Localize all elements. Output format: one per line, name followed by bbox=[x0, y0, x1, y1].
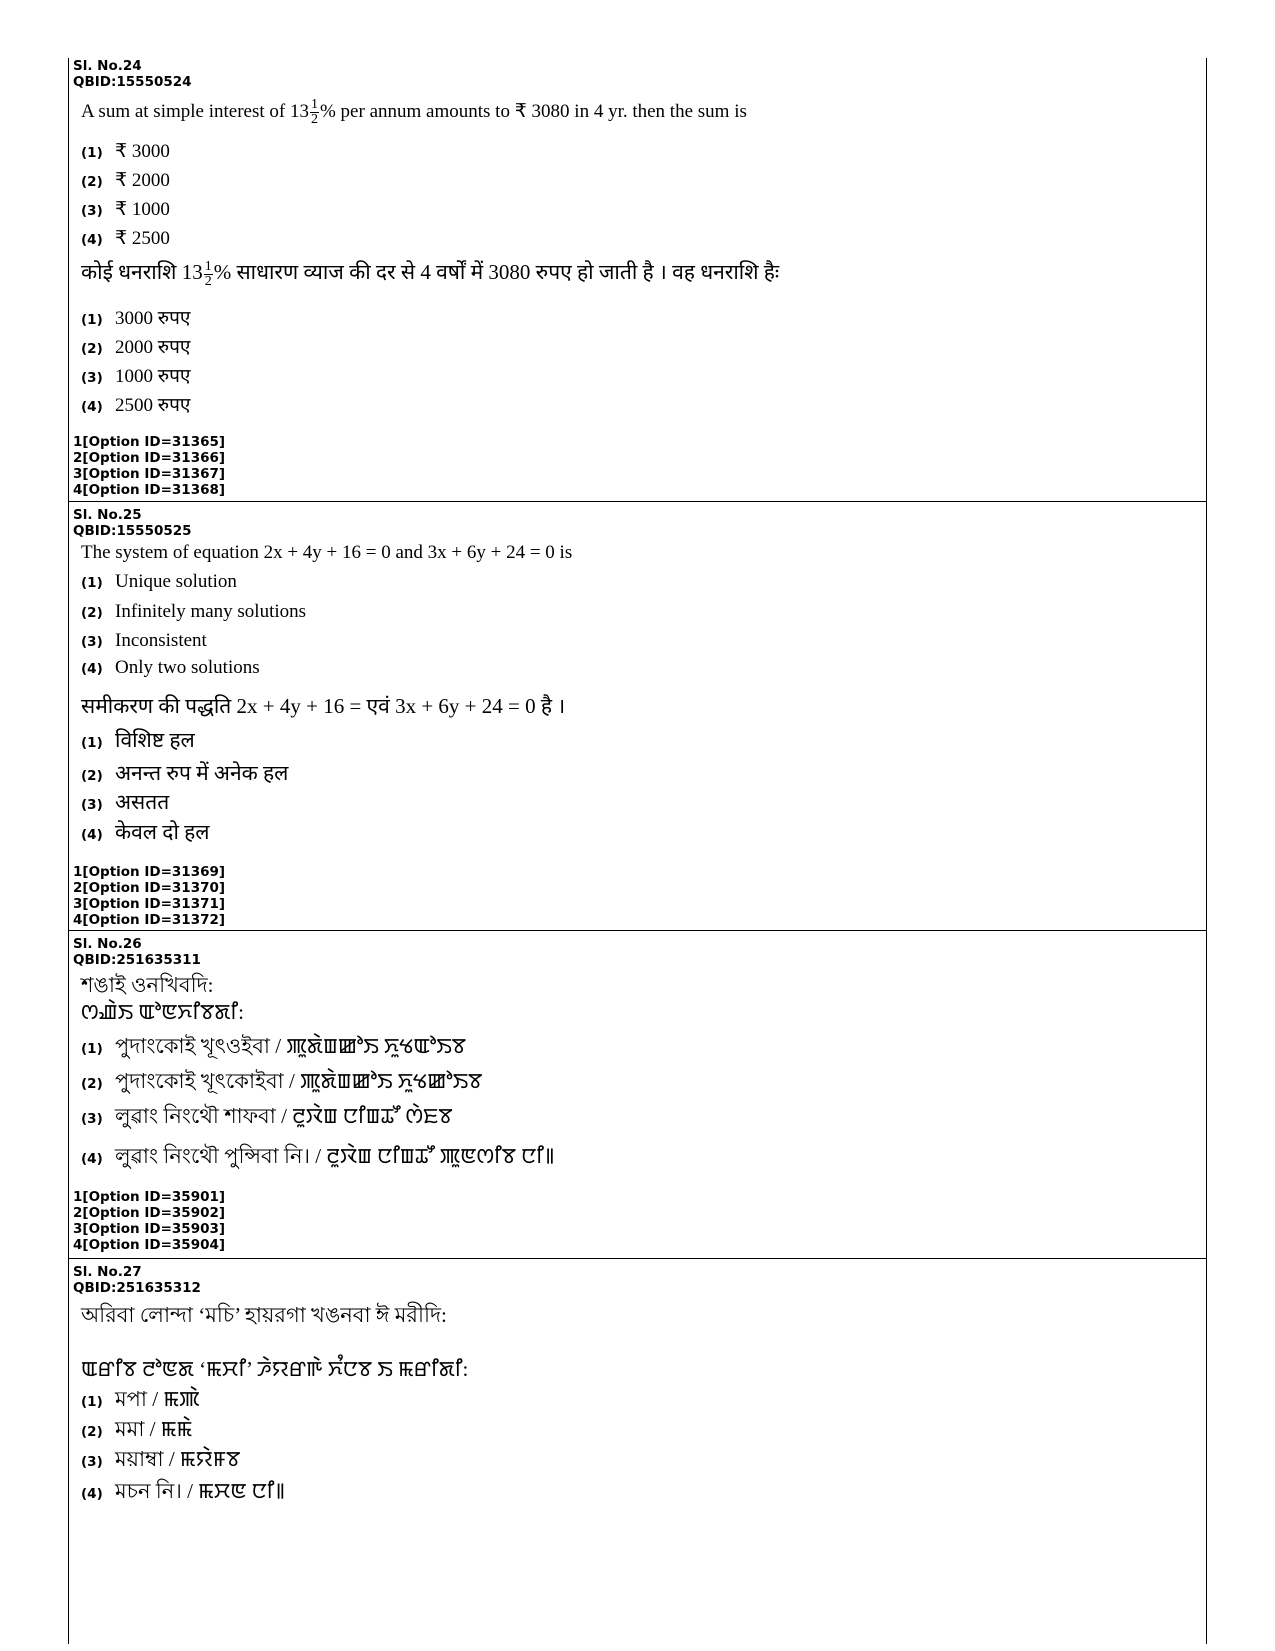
option-text: মচন নি। / ꯃꯆꯟ ꯅꯤ꯫ bbox=[115, 1479, 285, 1503]
option-number: (4) bbox=[81, 1151, 103, 1167]
option-text: 3000 रुपए bbox=[115, 308, 191, 329]
option-text: Inconsistent bbox=[115, 630, 207, 651]
option-2-english bbox=[81, 601, 306, 623]
stem-text-pre: कोई धनराशि 13 bbox=[81, 260, 203, 284]
option-number: (2) bbox=[81, 768, 103, 784]
option-4-hindi bbox=[81, 391, 190, 417]
option-number: (3) bbox=[81, 634, 103, 650]
option-number: (2) bbox=[81, 605, 103, 621]
question-stem-hindi bbox=[81, 258, 779, 289]
fraction-denominator: 2 bbox=[204, 273, 212, 289]
question-stem-meetei-mayek: ꯁꯉꯥꯏ ꯑꯣꯟꯈꯤꯕꯗꯤ: bbox=[81, 1000, 244, 1024]
option-text: असतत bbox=[115, 790, 170, 814]
option-number: (3) bbox=[81, 797, 103, 813]
option-2-hindi bbox=[81, 333, 190, 359]
option-1-english bbox=[81, 571, 237, 593]
option-4-english bbox=[81, 657, 260, 679]
option-number: (1) bbox=[81, 735, 103, 751]
option-3-hindi bbox=[81, 788, 169, 816]
option-id: 3[Option ID=31371] bbox=[73, 896, 226, 912]
option-ids bbox=[73, 864, 225, 928]
option-number: (2) bbox=[81, 174, 103, 190]
option-number: (1) bbox=[81, 145, 103, 161]
serial-number: Sl. No.27 bbox=[73, 1264, 142, 1280]
serial-number: Sl. No.24 bbox=[73, 58, 142, 74]
option-text: 2500 रुपए bbox=[115, 395, 191, 416]
option-1-english bbox=[81, 140, 170, 163]
option-3-english bbox=[81, 630, 207, 652]
option-text: Only two solutions bbox=[115, 657, 260, 678]
option-text: केवल दो हल bbox=[115, 820, 210, 844]
option-number: (3) bbox=[81, 370, 103, 386]
stem-text-pre: A sum at simple interest of 13 bbox=[81, 100, 309, 122]
option-number: (1) bbox=[81, 575, 103, 591]
option-id: 2[Option ID=31366] bbox=[73, 450, 226, 466]
option-id: 3[Option ID=35903] bbox=[73, 1221, 226, 1237]
option-number: (4) bbox=[81, 1486, 103, 1502]
fraction bbox=[310, 98, 319, 127]
qbid: QBID:15550524 bbox=[73, 74, 192, 90]
qbid: QBID:251635312 bbox=[73, 1280, 201, 1296]
option-1 bbox=[81, 1030, 466, 1065]
fraction bbox=[204, 260, 213, 289]
option-text: পুদাংকোই খূৎওইবা / ꯄꯨꯗꯥꯡꯀꯣꯏ ꯈꯨꯠꯑꯣꯏꯕ bbox=[115, 1034, 466, 1058]
question-24 bbox=[69, 58, 1206, 502]
option-text: ₹ 2000 bbox=[115, 170, 170, 191]
option-3-hindi bbox=[81, 362, 190, 388]
option-3-english bbox=[81, 198, 170, 221]
option-text: Unique solution bbox=[115, 571, 237, 592]
serial-number: Sl. No.25 bbox=[73, 507, 142, 523]
option-id: 1[Option ID=35901] bbox=[73, 1189, 226, 1205]
option-ids bbox=[73, 434, 225, 498]
fraction-denominator: 2 bbox=[310, 112, 318, 127]
option-text: মমা / ꯃꯃꯥ bbox=[115, 1417, 193, 1441]
option-number: (4) bbox=[81, 232, 103, 248]
option-number: (3) bbox=[81, 1111, 103, 1127]
option-id: 2[Option ID=35902] bbox=[73, 1205, 226, 1221]
question-25 bbox=[69, 502, 1206, 931]
question-stem-english: The system of equation 2x + 4y + 16 = 0 and 3x + 6y + 24 = 0 is bbox=[81, 542, 573, 563]
option-number: (4) bbox=[81, 399, 103, 415]
fraction-numerator: 1 bbox=[204, 258, 212, 274]
option-number: (3) bbox=[81, 1454, 103, 1470]
fraction-numerator: 1 bbox=[310, 97, 318, 112]
option-number: (3) bbox=[81, 203, 103, 219]
option-text: 2000 रुपए bbox=[115, 337, 191, 358]
option-id: 2[Option ID=31370] bbox=[73, 880, 226, 896]
option-number: (1) bbox=[81, 312, 103, 328]
option-number: (2) bbox=[81, 1424, 103, 1440]
option-4-english bbox=[81, 227, 170, 250]
option-number: (4) bbox=[81, 827, 103, 843]
option-number: (2) bbox=[81, 341, 103, 357]
question-26 bbox=[69, 931, 1206, 1259]
option-2-hindi bbox=[81, 759, 288, 787]
option-2 bbox=[81, 1065, 482, 1100]
option-1-hindi bbox=[81, 304, 190, 330]
option-2-english bbox=[81, 169, 170, 192]
stem-text-post: % per annum amounts to ₹ 3080 in 4 yr. then the sum is bbox=[319, 100, 747, 122]
option-id: 1[Option ID=31369] bbox=[73, 864, 226, 880]
option-text: মপা / ꯃꯄꯥ bbox=[115, 1387, 200, 1411]
option-number: (2) bbox=[81, 1076, 103, 1092]
option-1-hindi bbox=[81, 726, 195, 754]
question-stem-english bbox=[81, 98, 747, 127]
option-id: 3[Option ID=31367] bbox=[73, 466, 226, 482]
option-id: 4[Option ID=35904] bbox=[73, 1237, 226, 1253]
option-number: (1) bbox=[81, 1394, 103, 1410]
option-text: Infinitely many solutions bbox=[115, 601, 307, 622]
option-text: পুদাংকোই খূৎকোইবা / ꯄꯨꯗꯥꯡꯀꯣꯏ ꯈꯨꯠꯀꯣꯏꯕ bbox=[115, 1069, 483, 1093]
option-id: 1[Option ID=31365] bbox=[73, 434, 226, 450]
option-text: 1000 रुपए bbox=[115, 366, 191, 387]
option-4-hindi bbox=[81, 818, 210, 846]
stem-text-post: % साधारण व्याज की दर से 4 वर्षों में 3080 रुपए हो जाती है । वह धनराशि हैः bbox=[213, 260, 780, 284]
question-stem-bengali: শঙাই ওনখিবদি: bbox=[81, 973, 214, 997]
question-stem-hindi: समीकरण की पद्धति 2x + 4y + 16 = एवं 3x + 6y + 24 = 0 है । bbox=[81, 694, 566, 718]
question-paper bbox=[68, 58, 1207, 1644]
option-text: विशिष्ट हल bbox=[115, 728, 195, 752]
serial-number: Sl. No.26 bbox=[73, 936, 142, 952]
option-3 bbox=[81, 1443, 240, 1478]
option-3 bbox=[81, 1100, 453, 1135]
option-4 bbox=[81, 1140, 554, 1175]
question-stem-bengali: অরিবা লোন্দা ‘মচি’ হায়রগা খঙনবা ঈ মরীদি: bbox=[81, 1303, 447, 1327]
option-ids bbox=[73, 1189, 225, 1253]
option-id: 4[Option ID=31368] bbox=[73, 482, 226, 498]
option-text: ময়াম্বা / ꯃꯌꯥꯝꯕ bbox=[115, 1447, 241, 1471]
qbid: QBID:15550525 bbox=[73, 523, 192, 539]
question-27 bbox=[69, 1259, 1206, 1644]
option-text: লুৱাং নিংথৌ পুন্সিবা নি। / ꯂꯨꯋꯥꯡ ꯅꯤꯡꯊꯧ ꯄꯨꯟꯁꯤꯕ ꯅꯤ꯫ bbox=[115, 1144, 555, 1168]
option-text: अनन्त रुप में अनेक हल bbox=[115, 761, 289, 785]
question-stem-meetei-mayek: ꯑꯔꯤꯕ ꯂꯣꯟꯗ ‘ꯃꯆꯤ’ ꯍꯥꯌꯔꯒꯥ ꯈꯪꯅꯕ ꯏ ꯃꯔꯤꯗꯤ: bbox=[81, 1357, 469, 1381]
option-text: ₹ 1000 bbox=[115, 199, 170, 220]
option-text: ₹ 3000 bbox=[115, 141, 170, 162]
option-number: (4) bbox=[81, 661, 103, 677]
option-4 bbox=[81, 1475, 285, 1510]
qbid: QBID:251635311 bbox=[73, 952, 201, 968]
option-id: 4[Option ID=31372] bbox=[73, 912, 226, 928]
option-number: (1) bbox=[81, 1041, 103, 1057]
option-text: লুৱাং নিংথৌ শাফবা / ꯂꯨꯋꯥꯡ ꯅꯤꯡꯊꯧ ꯁꯥꯐꯕ bbox=[115, 1104, 453, 1128]
option-text: ₹ 2500 bbox=[115, 228, 170, 249]
